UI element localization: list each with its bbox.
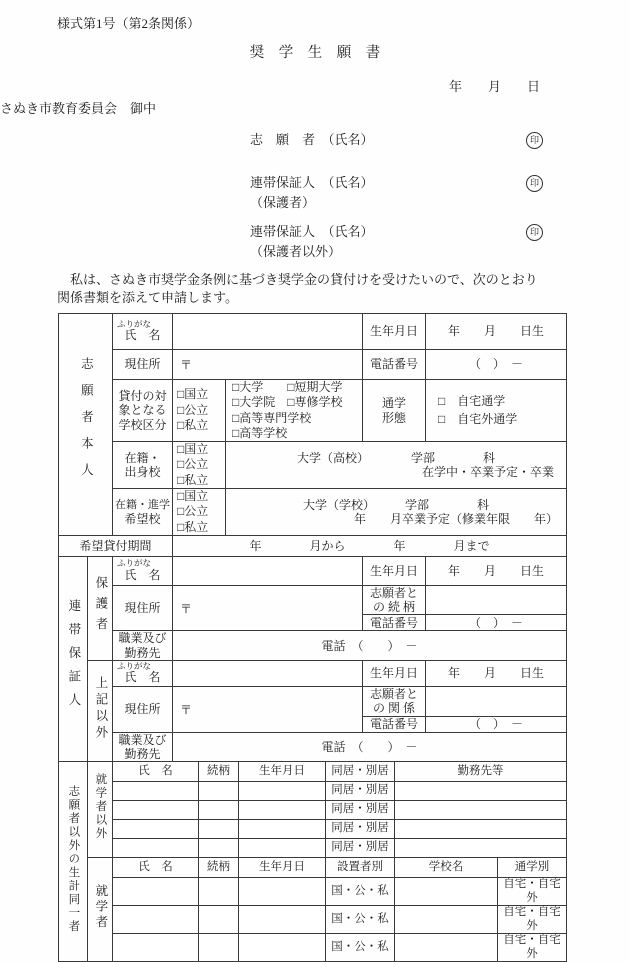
desired-school-establishment — [173, 489, 226, 536]
declaration-line1: 私は、さぬき市奨学金条例に基づき奨学金の貸付けを受けたいので、次のとおり — [70, 272, 538, 287]
table-row — [59, 877, 567, 905]
relation-field — [199, 934, 239, 962]
table-row — [59, 800, 567, 819]
postal-mark: 〒 — [180, 601, 193, 616]
other-relation-label: 志願者と の 関 係 — [363, 687, 426, 716]
commute-type-label: 通学 形態 — [363, 380, 426, 442]
subsection-non-student — [88, 761, 113, 857]
signature-guarantor-other — [250, 222, 590, 262]
checkbox-option: □高等専門学校 — [232, 410, 312, 425]
checkbox-option: □国立 — [177, 387, 209, 402]
parent-name-label: ふりがな 氏 名 — [113, 557, 173, 586]
section-applicant — [59, 314, 113, 536]
checkbox-option: □私立 — [177, 418, 209, 433]
cohabit-value: 同居・別居 — [326, 781, 395, 800]
other-address-field — [173, 687, 363, 732]
other-relation-field — [426, 687, 567, 716]
seal-icon: 印 — [526, 175, 543, 192]
furigana-label: ふりがな — [117, 318, 152, 329]
table-row — [59, 819, 567, 838]
relation-field — [199, 838, 239, 857]
cohabit-value: 同居・別居 — [326, 800, 395, 819]
declaration-paragraph — [57, 271, 571, 307]
col-header-relation: 続柄 — [199, 857, 239, 877]
col-header-birth: 生年月日 — [239, 761, 326, 781]
school-establishment-options — [173, 380, 226, 442]
addressee: さぬき市教育委員会 御中 — [0, 101, 157, 116]
establishment-value: 国・公・私 — [326, 934, 395, 962]
other-address-label: 現住所 — [113, 687, 173, 732]
other-birth-value: 年 月 日生 — [426, 660, 567, 687]
checkbox-option: □ 自宅外通学 — [438, 411, 518, 426]
commute-value: 自宅・自宅外 — [498, 934, 567, 962]
desired-school-label: 在籍・進学 希望校 — [113, 489, 173, 536]
subsection-parent — [88, 557, 113, 661]
relation-field — [199, 906, 239, 934]
loan-period-value: 年 月から 年 月まで — [173, 536, 567, 557]
signature-guarantor-other-sub: （保護者以外） — [250, 244, 342, 259]
establishment-value: 国・公・私 — [326, 906, 395, 934]
school-division-label: 貸付の対 象となる 学校区分 — [113, 380, 173, 442]
other-name-field — [173, 660, 363, 687]
col-header-birth: 生年月日 — [239, 857, 326, 877]
birth-field — [239, 838, 326, 857]
postal-mark: 〒 — [180, 357, 193, 372]
commute-options — [426, 380, 567, 442]
signature-guarantor-parent-sub: （保護者） — [250, 195, 316, 210]
postal-mark: 〒 — [180, 702, 193, 717]
current-school-establishment — [173, 442, 226, 489]
school-name-field — [395, 877, 498, 905]
applicant-phone-value: （ ） － — [426, 350, 567, 380]
section-household — [59, 761, 88, 961]
section-applicant-label: 志願者本人 — [79, 356, 94, 490]
cohabit-value: 同居・別居 — [326, 838, 395, 857]
parent-name-field — [173, 557, 363, 586]
checkbox-option: □私立 — [177, 519, 209, 534]
table-row — [59, 906, 567, 934]
parent-occupation-label: 職業及び 勤務先 — [113, 631, 173, 660]
checkbox-option: □公立 — [177, 457, 209, 472]
birth-field — [239, 877, 326, 905]
furigana-label: ふりがな — [117, 558, 152, 569]
col-header-name: 氏 名 — [113, 761, 199, 781]
other-phone-label: 電話番号 — [363, 716, 426, 732]
application-table — [58, 313, 567, 962]
birth-field — [239, 819, 326, 838]
desired-school-field: 大学（学校） 学部 科 年 月卒業予定（修業年限 年） — [226, 489, 567, 536]
relation-field — [199, 800, 239, 819]
checkbox-option: □ 自宅通学 — [438, 394, 506, 409]
workplace-field — [395, 838, 567, 857]
parent-address-label: 現住所 — [113, 586, 173, 631]
signature-guarantor-other-label: 連帯保証人 （氏名） — [250, 224, 374, 239]
parent-phone-value: （ ） － — [426, 615, 567, 631]
parent-relation-label: 志願者と の 続 柄 — [363, 586, 426, 615]
seal-icon: 印 — [526, 224, 543, 241]
birth-field — [239, 781, 326, 800]
school-type-options — [226, 380, 363, 442]
col-header-commute: 通学別 — [498, 857, 567, 877]
checkbox-option: □高等学校 — [232, 425, 288, 440]
date-line: 年 月 日 — [448, 79, 540, 94]
workplace-field — [395, 800, 567, 819]
section-guarantor — [59, 557, 88, 762]
table-row — [59, 781, 567, 800]
subsection-non-student-label: 就学者以外 — [94, 773, 107, 841]
declaration-line2: 関係書類を添えて申請します。 — [57, 290, 238, 305]
workplace-field — [395, 781, 567, 800]
name-field — [113, 934, 199, 962]
applicant-address-label: 現住所 — [113, 350, 173, 380]
relation-field — [199, 877, 239, 905]
other-occupation-label: 職業及び 勤務先 — [113, 732, 173, 761]
checkbox-option: □公立 — [177, 504, 209, 519]
applicant-phone-label: 電話番号 — [363, 350, 426, 380]
col-header-establishment: 設置者別 — [326, 857, 395, 877]
name-field — [113, 906, 199, 934]
subsection-parent-label: 保護者 — [93, 576, 108, 638]
birth-field — [239, 906, 326, 934]
table-row — [59, 838, 567, 857]
relation-field — [199, 819, 239, 838]
name-field — [113, 838, 199, 857]
other-occupation-field: 電話 （ ） － — [173, 732, 567, 761]
applicant-name-field — [173, 314, 363, 350]
col-header-workplace: 勤務先等 — [395, 761, 567, 781]
checkbox-option: □公立 — [177, 402, 209, 417]
name-field — [113, 781, 199, 800]
parent-birth-label: 生年月日 — [363, 557, 426, 586]
col-header-name: 氏 名 — [113, 857, 199, 877]
establishment-value: 国・公・私 — [326, 877, 395, 905]
checkbox-option: □国立 — [177, 489, 209, 504]
parent-occupation-field: 電話 （ ） － — [173, 631, 567, 660]
name-field — [113, 877, 199, 905]
subsection-student — [88, 857, 113, 961]
commute-value: 自宅・自宅外 — [498, 906, 567, 934]
parent-relation-field — [426, 586, 567, 615]
applicant-name-label: ふりがな 氏 名 — [113, 314, 173, 350]
applicant-birth-value: 年 月 日生 — [426, 314, 567, 350]
section-guarantor-label: 連帯保証人 — [66, 598, 81, 717]
name-field — [113, 800, 199, 819]
section-household-label: 志願者以外の生計同一者 — [67, 785, 80, 934]
other-phone-value: （ ） － — [426, 716, 567, 732]
commute-value: 自宅・自宅外 — [498, 877, 567, 905]
school-name-field — [395, 906, 498, 934]
seal-icon: 印 — [526, 132, 543, 149]
workplace-field — [395, 819, 567, 838]
page-title: 奨 学 生 願 書 — [249, 45, 381, 61]
col-header-relation: 続柄 — [199, 761, 239, 781]
cohabit-value: 同居・別居 — [326, 819, 395, 838]
other-name-label: ふりがな 氏 名 — [113, 660, 173, 687]
signature-guarantor-parent — [250, 173, 590, 213]
parent-phone-label: 電話番号 — [363, 615, 426, 631]
checkbox-option: □大学院 □専修学校 — [232, 395, 343, 410]
current-school-field: 大学（高校） 学部 科 在学中・卒業予定・卒業 — [226, 442, 567, 489]
loan-period-label: 希望貸付期間 — [59, 536, 173, 557]
name-field — [113, 819, 199, 838]
col-header-school-name: 学校名 — [395, 857, 498, 877]
relation-field — [199, 781, 239, 800]
signature-applicant-label: 志 願 者 （氏名） — [250, 132, 374, 147]
signature-guarantor-parent-label: 連帯保証人 （氏名） — [250, 175, 374, 190]
other-birth-label: 生年月日 — [363, 660, 426, 687]
table-row — [59, 934, 567, 962]
col-header-cohabit: 同居・別居 — [326, 761, 395, 781]
birth-field — [239, 800, 326, 819]
checkbox-option: □大学 □短期大学 — [232, 380, 343, 395]
subsection-student-label: 就学者 — [93, 884, 108, 931]
form-number: 様式第1号（第2条関係） — [57, 16, 201, 31]
parent-address-field — [173, 586, 363, 631]
checkbox-option: □国立 — [177, 442, 209, 456]
parent-birth-value: 年 月 日生 — [426, 557, 567, 586]
furigana-label: ふりがな — [117, 660, 152, 671]
signature-applicant — [250, 130, 590, 150]
school-name-field — [395, 934, 498, 962]
subsection-other — [88, 660, 113, 761]
applicant-birth-label: 生年月日 — [363, 314, 426, 350]
applicant-address-field — [173, 350, 363, 380]
subsection-other-label: 上記以外 — [93, 676, 108, 743]
birth-field — [239, 934, 326, 962]
checkbox-option: □私立 — [177, 472, 209, 487]
current-school-label: 在籍・ 出身校 — [113, 442, 173, 489]
